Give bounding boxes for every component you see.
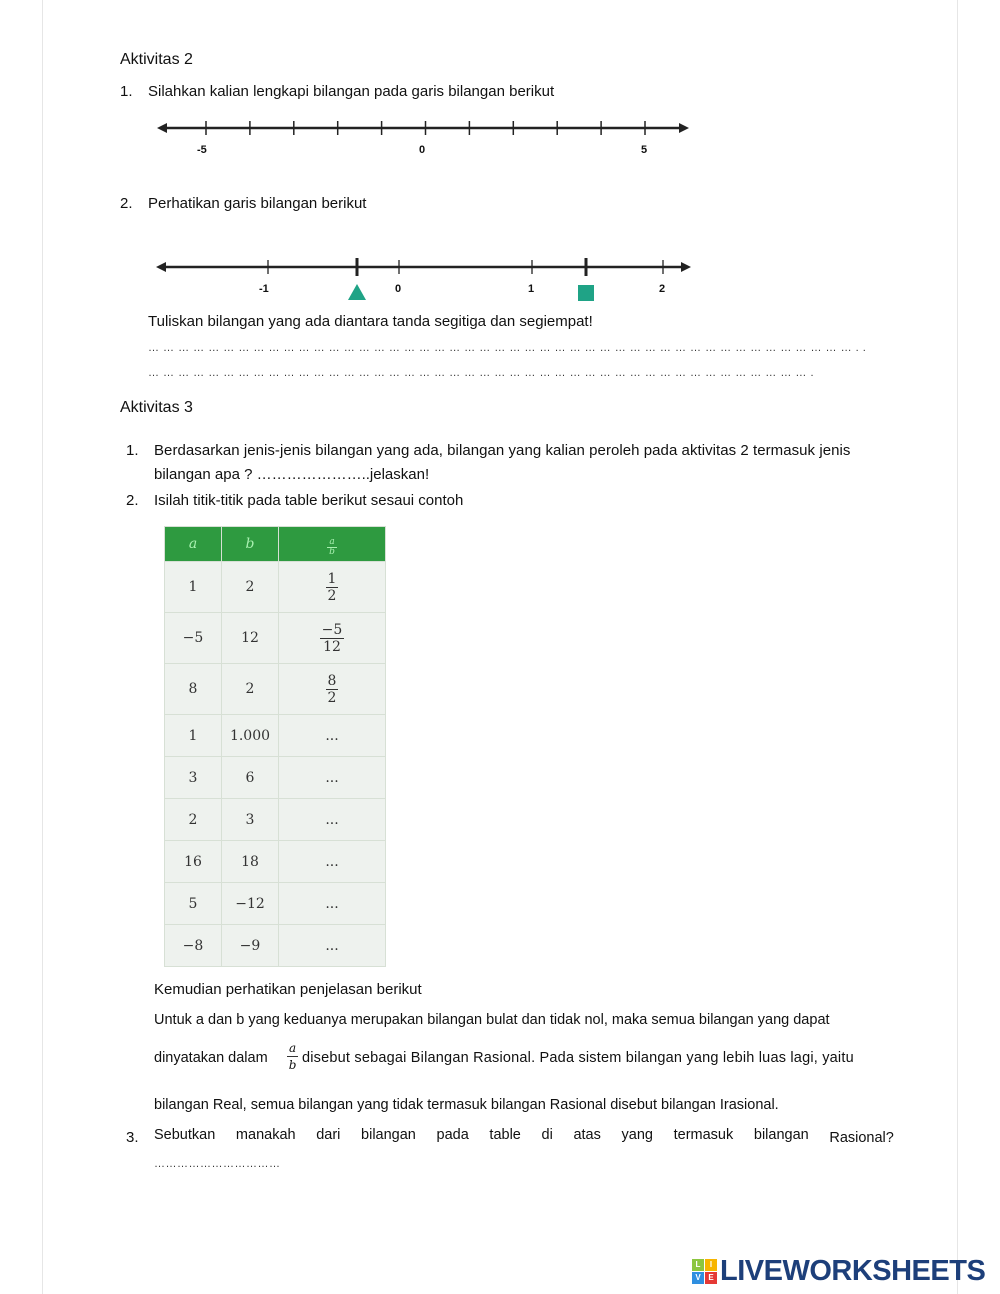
nl2-label: 1 [528, 283, 535, 295]
number-line-1 [157, 121, 689, 135]
a3-q3-number: 3. [126, 1129, 139, 1146]
q3-word: atas [573, 1127, 601, 1143]
table-cell: 6 [222, 757, 279, 799]
nl2-label: -1 [259, 283, 269, 295]
activity3-title: Aktivitas 3 [120, 399, 193, 416]
q2-number: 2. [120, 195, 133, 212]
q3-word: yang [621, 1127, 653, 1143]
q3-word: pada [436, 1127, 469, 1143]
q3-word: bilangan [753, 1127, 809, 1143]
q3-word: manakah [235, 1127, 296, 1143]
a3-q1-line1: Berdasarkan jenis-jenis bilangan yang ada, bilangan yang kalian peroleh pada aktivitas 2 termasuk jenis [154, 442, 851, 459]
explain-intro: Kemudian perhatikan penjelasan berikut [154, 981, 422, 998]
activity2-title: Aktivitas 2 [120, 51, 193, 68]
logo-text: LIVEWORKSHEETS [720, 1255, 986, 1287]
explain-line-2b: disebut sebagai Bilangan Rasional. Pada sistem bilangan yang lebih luas lagi, yaitu [302, 1050, 854, 1066]
answer-cell[interactable]: ... [279, 799, 386, 841]
header-a-over-b: $\frac{a}{b}$ [279, 527, 386, 562]
table-cell: 1 [165, 715, 222, 757]
table-row [165, 757, 386, 799]
q3-word: di [541, 1127, 553, 1143]
a-over-b-fraction: $\frac{a}{b}$ [288, 1041, 297, 1072]
nl2-label: 0 [395, 283, 402, 295]
table-row: −5 12 $\frac{-5}{12}$ [165, 613, 386, 664]
answer-cell[interactable]: ... [279, 925, 386, 967]
explain-line-1: Untuk a dan b yang keduanya merupakan bilangan bulat dan tidak nol, maka semua bilangan yang dapat [154, 1012, 830, 1028]
q3-word: Rasional? [829, 1130, 894, 1146]
a3-q3-text [154, 1127, 894, 1146]
number-line-2 [156, 258, 691, 276]
table-row [165, 715, 386, 757]
table-row [165, 799, 386, 841]
header-a: a [165, 527, 222, 562]
q3-word: table [489, 1127, 521, 1143]
explain-line-2a: dinyatakan dalam [154, 1050, 268, 1066]
explain-line-3: bilangan Real, semua bilangan yang tidak termasuk bilangan Rasional disebut bilangan Irasional. [154, 1097, 779, 1113]
a3-q2-text: Isilah titik-titik pada table berikut sesaui contoh [154, 492, 464, 509]
q3-word: bilangan [361, 1127, 416, 1143]
q3-word: dari [316, 1127, 341, 1143]
fraction-table [164, 526, 386, 967]
nl1-label: 5 [641, 144, 648, 156]
table-cell: 16 [165, 841, 222, 883]
q1-text: Silahkan kalian lengkapi bilangan pada garis bilangan berikut [148, 83, 555, 100]
a3-q1-line2[interactable]: bilangan apa ? …………………..jelaskan! [154, 466, 430, 483]
a3-q1-number: 1. [126, 442, 139, 459]
table-cell: 2 [165, 799, 222, 841]
answer-line-2[interactable]: … … … … … … … … … … … … … … … … … … … … … … … … … … … … … … … … … … … … … … … … … … … … . [148, 367, 815, 379]
nl1-label: -5 [197, 144, 207, 156]
q1-number: 1. [120, 83, 133, 100]
answer-cell[interactable]: ... [279, 757, 386, 799]
table-cell: −9 [222, 925, 279, 967]
q3-word: termasuk [673, 1127, 734, 1143]
nl1-label: 0 [419, 144, 426, 156]
table-row [165, 841, 386, 883]
a3-q2-number: 2. [126, 492, 139, 509]
table-cell: 3 [165, 757, 222, 799]
q2-text: Perhatikan garis bilangan berikut [148, 195, 367, 212]
table-cell: 3 [222, 799, 279, 841]
square-marker [578, 285, 594, 301]
table-row: 8 2 $\frac{8}{2}$ [165, 664, 386, 715]
table-row [165, 883, 386, 925]
table-cell: 18 [222, 841, 279, 883]
answer-line-1[interactable]: … … … … … … … … … … … … … … … … … … … … … … … … … … … … … … … … … … … … … … … … … … … … … … … . . [148, 342, 867, 354]
logo-icon: L I V E [692, 1259, 717, 1284]
table-row [165, 925, 386, 967]
table-cell: 5 [165, 883, 222, 925]
q3-word: Sebutkan [154, 1127, 216, 1143]
nl2-label: 2 [659, 283, 666, 295]
number-lines [0, 0, 1000, 320]
a3-q3-answer[interactable]: …………………………… [154, 1158, 281, 1170]
table-row: 1 2 $\frac{1}{2}$ [165, 562, 386, 613]
answer-cell[interactable]: ... [279, 715, 386, 757]
triangle-marker [348, 284, 366, 300]
table-cell: 1.000 [222, 715, 279, 757]
liveworksheets-logo [692, 1255, 985, 1288]
header-b: b [222, 527, 279, 562]
answer-cell[interactable]: ... [279, 883, 386, 925]
answer-cell[interactable]: ... [279, 841, 386, 883]
table-cell: −8 [165, 925, 222, 967]
table-cell: −12 [222, 883, 279, 925]
instruction-text: Tuliskan bilangan yang ada diantara tanda segitiga dan segiempat! [148, 313, 593, 330]
